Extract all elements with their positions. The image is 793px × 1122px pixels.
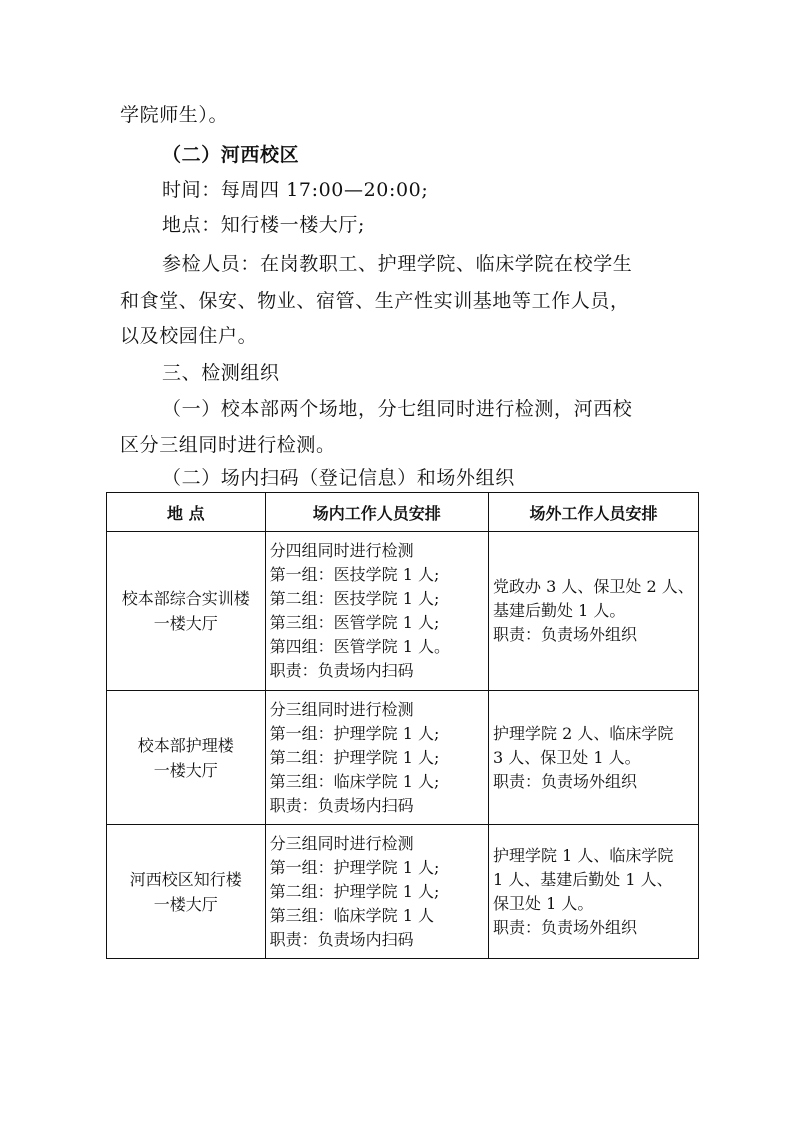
inner-line: 分三组同时进行检测	[269, 833, 414, 853]
inner-line: 第三组：医管学院 1 人;	[269, 613, 440, 632]
outer-line: 保卫处 1 人。	[493, 893, 594, 913]
inner-line: 分四组同时进行检测	[269, 541, 414, 560]
inner-line: 第二组：护理学院 1 人;	[269, 747, 440, 767]
inner-line: 职责：负责场内扫码	[269, 795, 414, 815]
org-paragraph-line-2: 区分三组同时进行检测。	[120, 434, 336, 456]
inner-line: 第二组：医技学院 1 人;	[269, 589, 440, 608]
participants-line-1: 参检人员：在岗教职工、护理学院、临床学院在校学生	[162, 253, 633, 275]
location-cell	[107, 532, 266, 691]
inner-line: 第三组：临床学院 1 人;	[269, 771, 440, 791]
table-header-row	[107, 493, 699, 532]
participants-line-3: 以及校园住户。	[120, 325, 258, 347]
table-row	[107, 532, 699, 691]
header-location: 地 点	[107, 493, 266, 532]
inner-line: 第一组：医技学院 1 人;	[269, 565, 440, 584]
outer-line: 职责：负责场外组织	[493, 917, 638, 937]
location-line: 一楼大厅	[153, 894, 218, 914]
inner-line: 第四组：医管学院 1 人。	[269, 637, 450, 656]
inner-line: 职责：负责场内扫码	[269, 929, 414, 949]
table-row	[107, 825, 699, 959]
location-line: 地点：知行楼一楼大厅;	[162, 214, 366, 236]
subsection-heading-scan: （二）场内扫码（登记信息）和场外组织	[162, 467, 515, 489]
inner-line: 第三组：临床学院 1 人	[269, 905, 434, 925]
paragraph-continuation: 学院师生）。	[120, 104, 229, 126]
time-line: 时间：每周四 17:00—20:00;	[162, 179, 429, 201]
inner-line: 第一组：护理学院 1 人;	[269, 857, 440, 877]
inner-staff-cell	[265, 532, 488, 691]
location-line: 校本部护理楼	[137, 735, 234, 755]
org-paragraph-line-1: （一）校本部两个场地，分七组同时进行检测，河西校	[162, 398, 633, 420]
outer-line: 护理学院 1 人、临床学院	[493, 845, 674, 865]
inner-line: 分三组同时进行检测	[269, 699, 414, 719]
outer-line: 党政办 3 人、保卫处 2 人、	[493, 577, 694, 596]
inner-staff-cell	[265, 825, 488, 959]
outer-staff-cell	[489, 825, 699, 959]
location-line: 河西校区知行楼	[129, 869, 242, 889]
outer-staff-cell	[489, 532, 699, 691]
section-heading-hexi-campus: （二）河西校区	[162, 144, 300, 166]
inner-staff-cell	[265, 691, 488, 825]
inner-line: 第二组：护理学院 1 人;	[269, 881, 440, 901]
inner-line: 职责：负责场内扫码	[269, 661, 414, 680]
outer-line: 1 人、基建后勤处 1 人、	[493, 869, 673, 889]
staff-arrangement-table	[106, 492, 699, 959]
outer-line: 基建后勤处 1 人。	[493, 601, 626, 620]
outer-staff-cell	[489, 691, 699, 825]
header-outer-staff: 场外工作人员安排	[489, 493, 699, 532]
participants-line-2: 和食堂、保安、物业、宿管、生产性实训基地等工作人员，	[120, 290, 630, 312]
location-line: 一楼大厅	[153, 614, 218, 633]
location-line: 一楼大厅	[153, 760, 218, 780]
section-heading-organization: 三、检测组织	[162, 362, 280, 384]
outer-line: 职责：负责场外组织	[493, 625, 638, 644]
header-inner-staff: 场内工作人员安排	[265, 493, 488, 532]
outer-line: 职责：负责场外组织	[493, 771, 638, 791]
location-line: 校本部综合实训楼	[121, 589, 250, 608]
inner-line: 第一组：护理学院 1 人;	[269, 723, 440, 743]
outer-line: 3 人、保卫处 1 人。	[493, 747, 641, 767]
table-row	[107, 691, 699, 825]
location-cell	[107, 691, 266, 825]
location-cell	[107, 825, 266, 959]
outer-line: 护理学院 2 人、临床学院	[493, 723, 674, 743]
